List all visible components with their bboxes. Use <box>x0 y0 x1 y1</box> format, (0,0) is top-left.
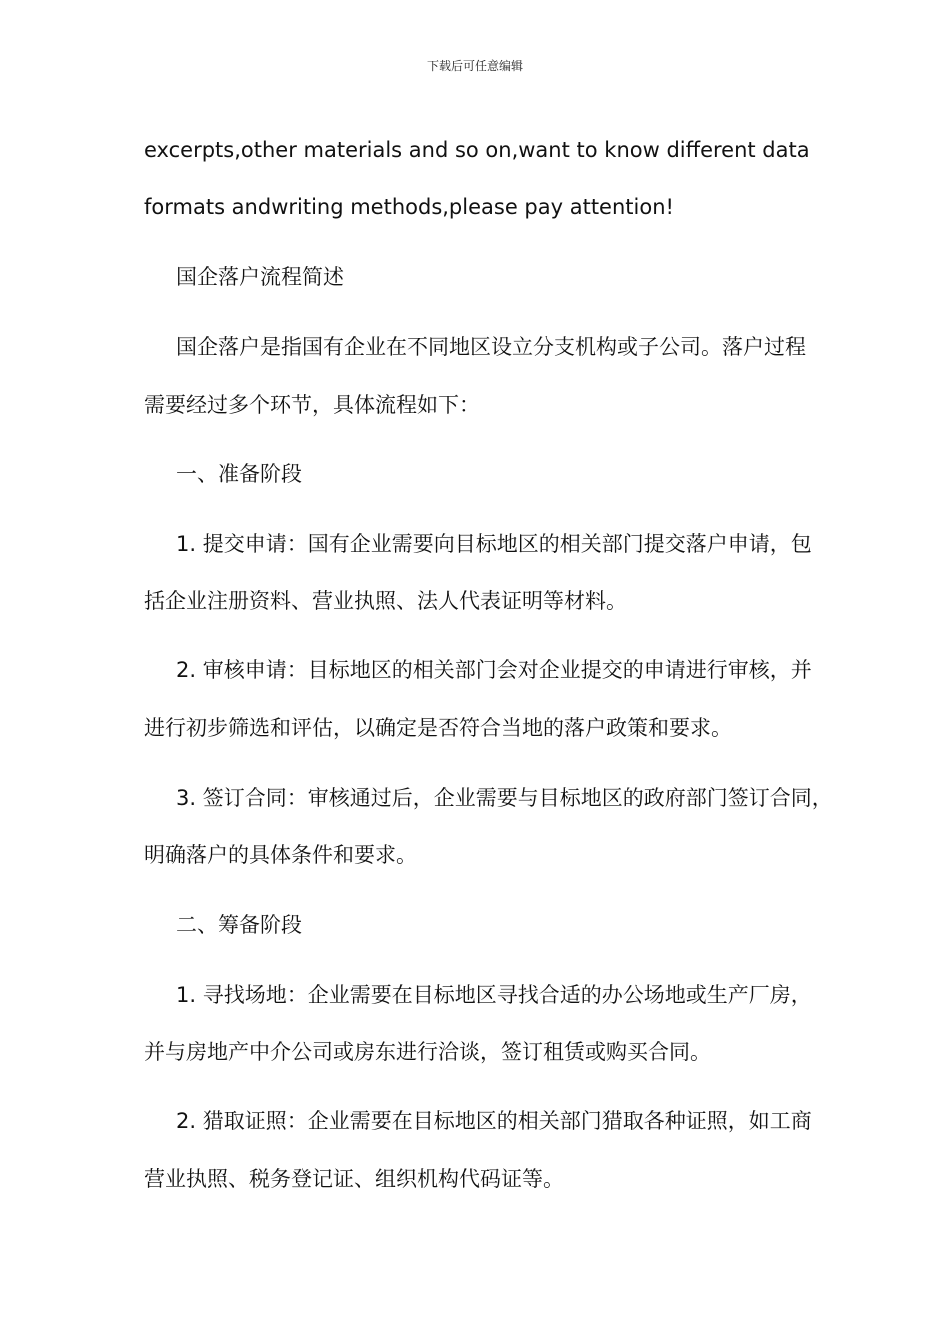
heading-preparation-stage-2: 二、筹备阶段 <box>176 913 302 937</box>
paragraph-intro-line-1: 国企落户是指国有企业在不同地区设立分支机构或子公司。落户过程 <box>176 335 806 359</box>
item-review-application-line-2: 进行初步筛选和评估，以确定是否符合当地的落户政策和要求。 <box>144 716 732 740</box>
page-header: 下载后可任意编辑 <box>426 59 523 73</box>
item-sign-contract-line-2: 明确落户的具体条件和要求。 <box>144 843 417 867</box>
item-review-application-line-1: 2. 审核申请：目标地区的相关部门会对企业提交的申请进行审核，并 <box>176 658 812 682</box>
text-line-2: formats andwriting methods,please pay attention! <box>144 195 674 219</box>
item-submit-application-line-1: 1. 提交申请：国有企业需要向目标地区的相关部门提交落户申请，包 <box>176 532 812 556</box>
section-title: 国企落户流程简述 <box>176 265 344 289</box>
item-sign-contract-line-1: 3. 签订合同：审核通过后，企业需要与目标地区的政府部门签订合同， <box>176 786 833 810</box>
item-find-site-line-1: 1. 寻找场地：企业需要在目标地区寻找合适的办公场地或生产厂房， <box>176 983 812 1007</box>
text-line-1: excerpts,other materials and so on,want to know different data <box>144 138 810 162</box>
item-find-site-line-2: 并与房地产中介公司或房东进行洽谈，签订租赁或购买合同。 <box>144 1040 711 1064</box>
heading-preparation-stage: 一、准备阶段 <box>176 462 302 486</box>
item-submit-application-line-2: 括企业注册资料、营业执照、法人代表证明等材料。 <box>144 589 627 613</box>
paragraph-intro-line-2: 需要经过多个环节，具体流程如下： <box>144 393 480 417</box>
item-obtain-licenses-line-1: 2. 猎取证照：企业需要在目标地区的相关部门猎取各种证照，如工商 <box>176 1109 812 1133</box>
item-obtain-licenses-line-2: 营业执照、税务登记证、组织机构代码证等。 <box>144 1167 564 1191</box>
